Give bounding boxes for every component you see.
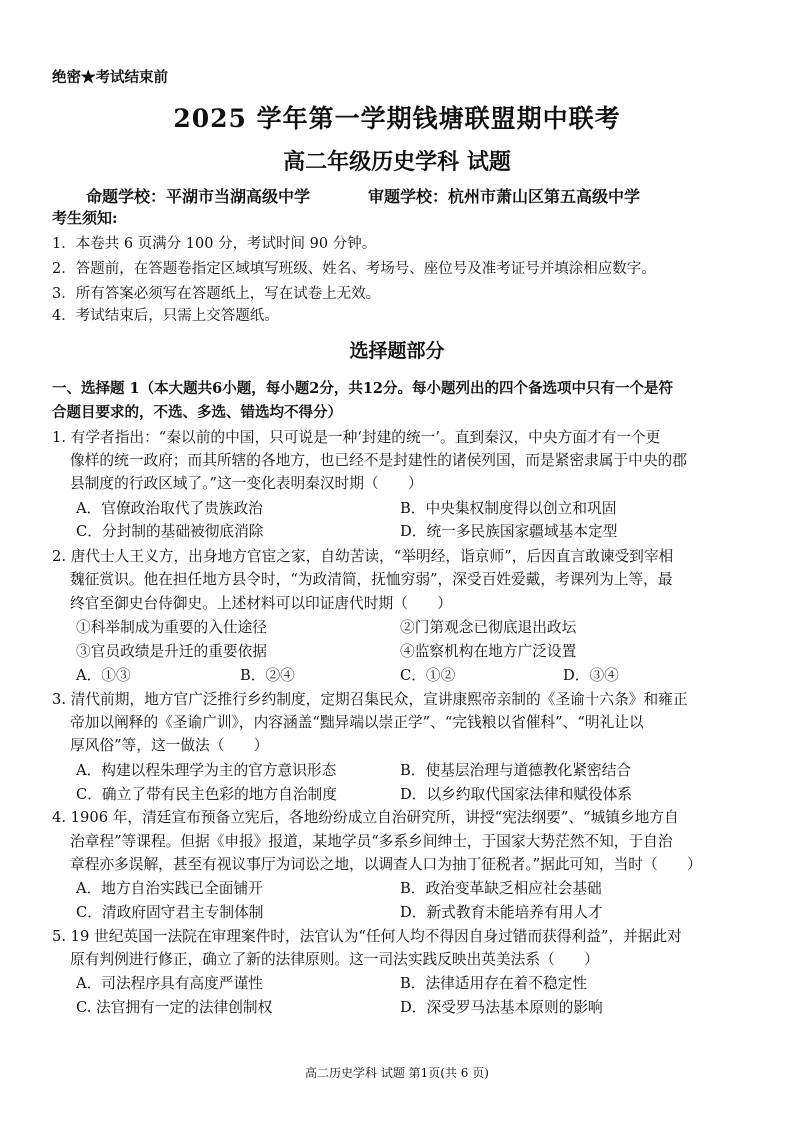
question-4-line: 治章程”等课程。但据《申报》报道，某地学员“多系乡间绅士，于国家大势茫然不知，于自治 xyxy=(70,833,673,850)
question-1-option-b[interactable]: B．中央集权制度得以创立和巩固 xyxy=(400,500,617,517)
question-2-line: 2. 唐代士人王义方，出身地方官宦之家，自幼苦读，“举明经，诣京师”，后因直言敢谏受到宰相 xyxy=(52,548,674,565)
question-1-option-c[interactable]: C．分封制的基础被彻底消除 xyxy=(76,523,264,540)
question-5-line: 5. 19 世纪英国一法院在审理案件时，法官认为“任何人均不得因自身过错而获得利益”，并据此对 xyxy=(52,928,682,945)
question-3-option-c[interactable]: C．确立了带有民主色彩的地方自治制度 xyxy=(76,786,337,803)
question-2-statement: ①科举制成为重要的入仕途径 xyxy=(76,619,267,636)
question-3-option-b[interactable]: B．使基层治理与道德教化紧密结合 xyxy=(400,762,632,779)
question-2-line: 终官至御史台侍御史。上述材料可以印证唐代时期（ ） xyxy=(70,595,452,612)
question-3-line: 3. 清代前期，地方官广泛推行乡约制度，定期召集民众，宣讲康熙帝亲制的《圣谕十六条》和雍正 xyxy=(52,691,688,708)
notice-item: 3．所有答案必须写在答题纸上，写在试卷上无效。 xyxy=(52,286,381,302)
question-2-option-a[interactable]: A．①③ xyxy=(76,667,131,684)
question-5-option-a[interactable]: A．司法程序具有高度严谨性 xyxy=(76,975,263,992)
question-2-option-c[interactable]: C．①② xyxy=(400,667,456,684)
notice-item: 2．答题前，在答题卷指定区域填写班级、姓名、考场号、座位号及准考证号并填涂相应数字。 xyxy=(52,261,656,277)
question-1-line: 县制度的行政区域了。”这一变化表明秦汉时期（ ） xyxy=(70,475,423,492)
question-5-option-b[interactable]: B．法律适用存在着不稳定性 xyxy=(400,975,588,992)
question-1-line: 像样的统一政府；而其所辖的各地方，也已经不是封建性的诸侯列国，而是紧密隶属于中央的郡 xyxy=(70,452,687,469)
reviewer-school: 审题学校：杭州市萧山区第五高级中学 xyxy=(368,187,641,206)
question-2-option-b[interactable]: B．②④ xyxy=(240,667,295,684)
question-2-option-d[interactable]: D．③④ xyxy=(563,667,619,684)
question-3-line: 厚风俗”等，这一做法（ ） xyxy=(70,737,269,754)
question-4-option-b[interactable]: B．政治变革缺乏相应社会基础 xyxy=(400,880,602,897)
exam-subtitle: 高二年级历史学科 试题 xyxy=(283,149,511,175)
section-title: 选择题部分 xyxy=(349,340,445,362)
question-1-line: 1. 有学者指出：“秦以前的中国，只可说是一种‘封建的统一’。直到秦汉，中央方面才有一个更 xyxy=(52,429,661,446)
confidential-mark: 绝密★考试结束前 xyxy=(52,69,168,86)
question-5-line: 原有判例进行修正，确立了新的法律原则。这一司法实践反映出英美法系（ ） xyxy=(70,951,599,968)
question-5-option-d[interactable]: D．深受罗马法基本原则的影响 xyxy=(400,999,603,1016)
section-intro-line: 合题目要求的，不选、多选、错选均不得分） xyxy=(52,404,342,421)
notice-item: 4．考试结束后，只需上交答题纸。 xyxy=(52,308,279,324)
question-2-statement: ④监察机构在地方广泛设置 xyxy=(400,643,577,660)
notice-item: 1．本卷共 6 页满分 100 分，考试时间 90 分钟。 xyxy=(52,236,377,252)
question-5-option-c[interactable]: C. 法官拥有一定的法律创制权 xyxy=(76,999,273,1016)
question-4-option-d[interactable]: D．新式教育未能培养有用人才 xyxy=(400,904,603,921)
question-2-line: 魏征赏识。他在担任地方县令时，“为政清简，抚恤穷弱”，深受百姓爱戴，考课列为上等，最 xyxy=(70,571,673,588)
question-4-option-a[interactable]: A．地方自治实践已全面铺开 xyxy=(76,880,263,897)
setter-school: 命题学校：平湖市当湖高级中学 xyxy=(86,187,311,206)
question-2-statement: ②门第观念已彻底退出政坛 xyxy=(400,619,577,636)
school-info xyxy=(86,184,640,207)
question-4-option-c[interactable]: C．清政府固守君主专制体制 xyxy=(76,904,264,921)
notice-heading: 考生须知: xyxy=(52,209,118,227)
question-2-statement: ③官员政绩是升迁的重要依据 xyxy=(76,643,267,660)
question-3-option-a[interactable]: A．构建以程朱理学为主的官方意识形态 xyxy=(76,762,337,779)
question-3-option-d[interactable]: D．以乡约取代国家法律和赋役体系 xyxy=(400,786,633,803)
question-4-line: 章程亦多误解，甚至有视议事厅为词讼之地，以调查人口为抽丁征税者。”据此可知，当时（ ） xyxy=(70,856,702,873)
page-footer: 高二历史学科 试题 第1页(共 6 页) xyxy=(305,1066,489,1080)
question-3-line: 帝加以阐释的《圣谕广训》，内容涵盖“黜异端以崇正学”、“完钱粮以省催科”、“明礼让以 xyxy=(70,714,644,731)
question-1-option-d[interactable]: D．统一多民族国家疆域基本定型 xyxy=(400,523,618,540)
question-1-option-a[interactable]: A．官僚政治取代了贵族政治 xyxy=(76,500,263,517)
exam-title: 2025 学年第一学期钱塘联盟期中联考 xyxy=(173,104,621,133)
section-intro-line: 一、选择题 1（本大题共6小题，每小题2分，共12分。每小题列出的四个备选项中只有一个是符 xyxy=(52,380,673,397)
question-4-line: 4. 1906 年，清廷宣布预备立宪后，各地纷纷成立自治研究所，讲授“宪法纲要”、“城镇乡地方自 xyxy=(52,809,679,826)
